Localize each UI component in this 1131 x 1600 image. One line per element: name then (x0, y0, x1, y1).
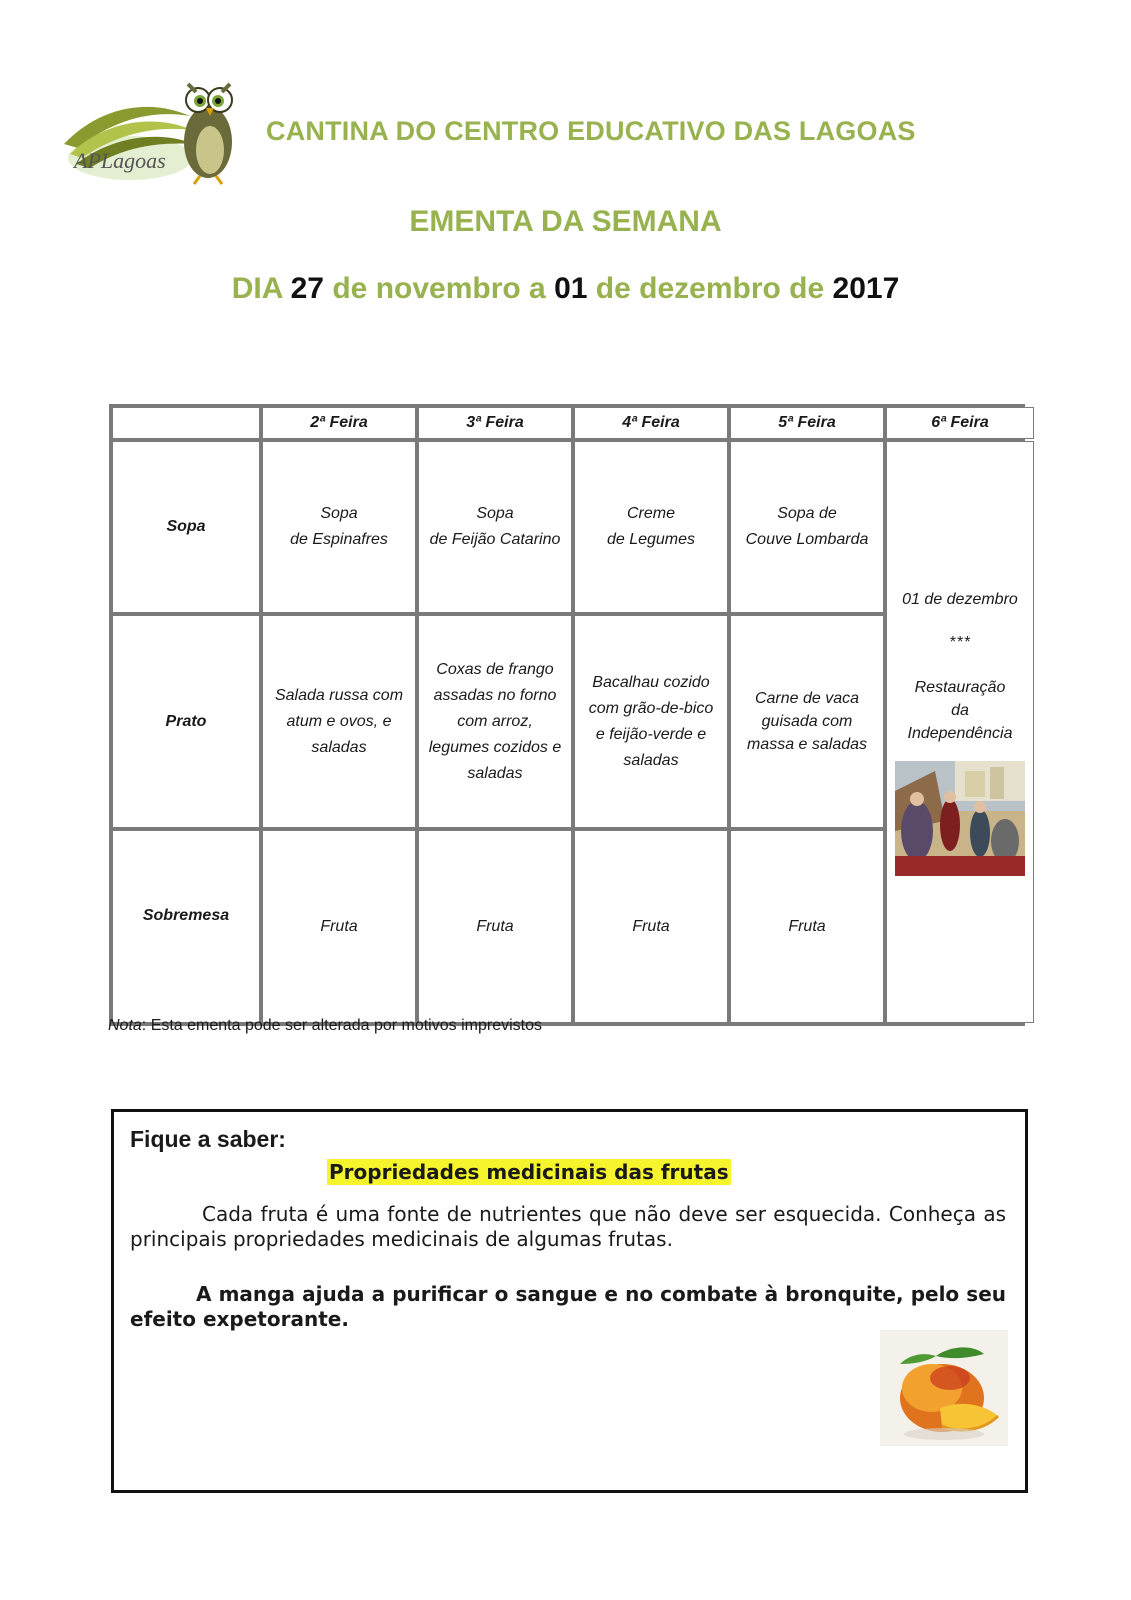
day-header: 4ª Feira (574, 407, 728, 439)
menu-cell: Sopa de Espinafres (262, 441, 416, 613)
row-label-prato: Prato (112, 615, 260, 828)
menu-cell: Fruta (730, 830, 884, 1023)
info-box (111, 1109, 1028, 1493)
info-heading: Fique a saber: (130, 1126, 286, 1152)
menu-cell: Sopa de Feijão Catarino (418, 441, 572, 613)
weekly-menu-table (109, 404, 1025, 1026)
info-paragraph: Cada fruta é uma fonte de nutrientes que não deve ser esquecida. Conheça as principais propriedades medicinais de algumas frutas. (130, 1202, 1006, 1251)
menu-cell: Sopa de Couve Lombarda (730, 441, 884, 613)
holiday-name: Restauração da Independência (907, 679, 1013, 742)
mango-image (880, 1330, 1008, 1446)
menu-cell: Salada russa com atum e ovos, e saladas (262, 615, 416, 828)
date-range: DIA 27 de novembro a 01 de dezembro de 2017 (231, 272, 900, 305)
info-subtitle: Propriedades medicinais das frutas (329, 1160, 729, 1184)
menu-cell: Fruta (574, 830, 728, 1023)
day-header: 5ª Feira (730, 407, 884, 439)
menu-cell: Fruta (262, 830, 416, 1023)
menu-cell: Fruta (418, 830, 572, 1023)
menu-cell: Coxas de frango assadas no forno com arroz, legumes cozidos e saladas (418, 615, 572, 828)
restoration-painting-image (895, 761, 1025, 876)
menu-cell: Creme de Legumes (574, 441, 728, 613)
svg-text:APLagoas: APLagoas (74, 148, 166, 173)
aplagoas-logo (60, 76, 240, 188)
menu-cell: Bacalhau cozido com grão-de-bico e feijão-verde e saladas (574, 615, 728, 828)
school-title: CANTINA DO CENTRO EDUCATIVO DAS LAGOAS (266, 116, 916, 146)
holiday-date: 01 de dezembro (902, 591, 1018, 608)
row-label-sopa: Sopa (112, 441, 260, 613)
day-header: 2ª Feira (262, 407, 416, 439)
table-corner (112, 407, 260, 439)
friday-holiday-cell (886, 441, 1034, 1023)
menu-title: EMENTA DA SEMANA (409, 205, 722, 238)
menu-cell: Carne de vaca guisada com massa e saladas (730, 615, 884, 828)
info-paragraph-bold: A manga ajuda a purificar o sangue e no combate à bronquite, pelo seu efeito expetorante. (130, 1282, 1006, 1331)
holiday-separator: *** (949, 634, 971, 651)
day-header: 6ª Feira (886, 407, 1034, 439)
day-header: 3ª Feira (418, 407, 572, 439)
row-label-sobremesa: Sobremesa (112, 830, 260, 1023)
menu-note: Nota: Esta ementa pode ser alterada por motivos imprevistos (108, 1017, 542, 1034)
